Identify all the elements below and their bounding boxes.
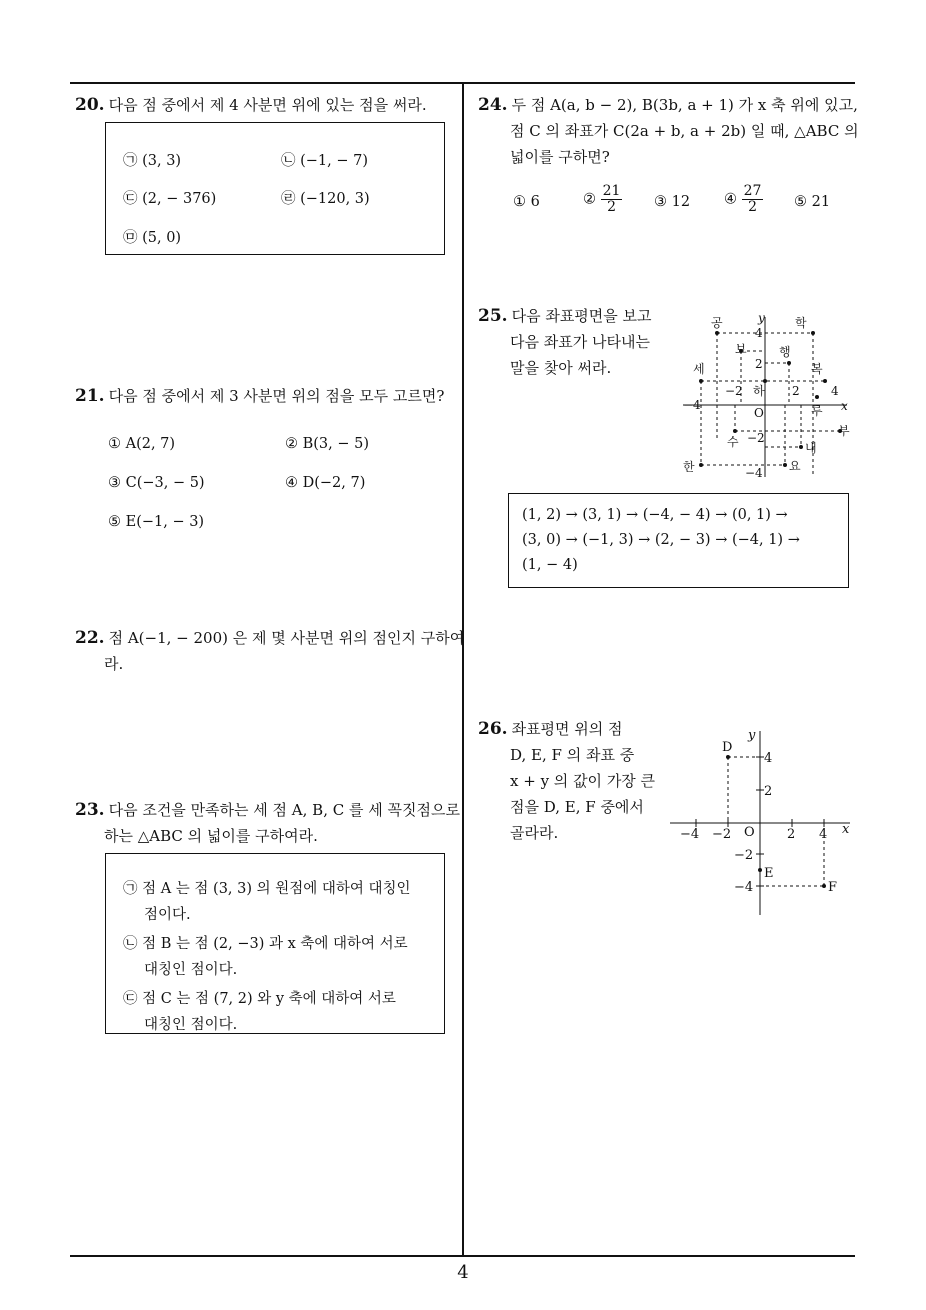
option: ㉤ (5, 0) bbox=[123, 230, 182, 246]
numerator: 21 bbox=[602, 183, 621, 199]
choice-value: 6 bbox=[530, 194, 540, 210]
numerator: 27 bbox=[743, 183, 762, 199]
option: ② B(3, − 5) bbox=[285, 436, 370, 452]
q23-conditions-box bbox=[105, 853, 445, 1034]
tick-label: −4 bbox=[734, 880, 754, 895]
option: ㉠ (3, 3) bbox=[123, 153, 182, 169]
column-divider bbox=[462, 82, 464, 1257]
tick-label: −2 bbox=[734, 848, 754, 863]
x-axis-label: x bbox=[842, 822, 850, 837]
tick-label: 2 bbox=[792, 384, 800, 398]
question-number: 20. bbox=[75, 95, 105, 115]
question-21 bbox=[75, 383, 444, 409]
point-label: 내 bbox=[805, 441, 817, 455]
question-number: 21. bbox=[75, 386, 105, 406]
point-label: 공 bbox=[711, 316, 723, 330]
question-text-continued: 말을 찾아 써라. bbox=[510, 359, 612, 377]
tick-label: 4 bbox=[764, 751, 773, 766]
bottom-rule bbox=[70, 1255, 855, 1257]
question-25 bbox=[478, 303, 652, 329]
choice-value: 12 bbox=[671, 194, 691, 210]
point-label: F bbox=[828, 880, 838, 895]
question-24 bbox=[478, 92, 858, 118]
point-label: 복 bbox=[811, 362, 823, 376]
question-23 bbox=[75, 797, 460, 823]
choice-mark: ④ bbox=[724, 191, 737, 208]
point-label: 행 bbox=[779, 345, 791, 359]
question-text: 다음 조건을 만족하는 세 점 A, B, C 를 세 꼭짓점으로 bbox=[108, 801, 460, 819]
question-number: 24. bbox=[478, 95, 508, 115]
point-label: 세 bbox=[693, 362, 705, 376]
question-number: 23. bbox=[75, 800, 105, 820]
choice-mark: ⑤ bbox=[794, 194, 807, 210]
option: ③ C(−3, − 5) bbox=[108, 475, 205, 491]
denominator: 2 bbox=[607, 199, 616, 215]
condition: ㉠ 점 A 는 점 (3, 3) 의 원점에 대하여 대칭인 bbox=[123, 881, 411, 897]
question-26 bbox=[478, 716, 623, 742]
tick-label: 2 bbox=[787, 827, 796, 842]
question-text: 점 A(−1, − 200) 은 제 몇 사분면 위의 점인지 구하여 bbox=[108, 629, 465, 647]
tick-label: 2 bbox=[755, 357, 763, 371]
choice-mark: ③ bbox=[654, 194, 667, 210]
question-text: 다음 좌표평면을 보고 bbox=[511, 307, 652, 325]
tick-label: −4 bbox=[683, 398, 701, 412]
choice-1 bbox=[513, 194, 540, 210]
guide-lines bbox=[728, 757, 824, 886]
question-text-continued: 점을 D, E, F 중에서 bbox=[510, 798, 644, 816]
point-label: 요 bbox=[789, 459, 801, 473]
fraction bbox=[742, 184, 764, 215]
plotted-points bbox=[726, 755, 826, 888]
question-text-continued: x + y 의 값이 가장 큰 bbox=[510, 772, 656, 790]
y-axis-label: y bbox=[758, 311, 765, 325]
question-text-continued: 다음 좌표가 나타내는 bbox=[510, 333, 650, 351]
origin-label: O bbox=[754, 406, 764, 420]
sequence-line: (1, − 4) bbox=[522, 557, 578, 573]
option: ㉡ (−1, − 7) bbox=[281, 153, 368, 169]
tick-label: 4 bbox=[831, 384, 839, 398]
question-20 bbox=[75, 92, 427, 118]
x-axis-label: x bbox=[841, 399, 848, 413]
question-text: 다음 점 중에서 제 3 사분면 위의 점을 모두 고르면? bbox=[108, 387, 445, 405]
choice-mark: ① bbox=[513, 194, 526, 210]
point-label: E bbox=[764, 866, 774, 881]
denominator: 2 bbox=[748, 199, 757, 215]
point-label: 수 bbox=[727, 435, 739, 449]
tick-label: −4 bbox=[745, 466, 763, 480]
point-label: 하 bbox=[753, 384, 765, 398]
page-number: 4 bbox=[457, 1262, 469, 1283]
option: ⑤ E(−1, − 3) bbox=[108, 514, 205, 530]
choice-mark: ② bbox=[583, 191, 596, 208]
fraction bbox=[601, 184, 623, 215]
tick-label: −2 bbox=[712, 827, 732, 842]
point-label: 보 bbox=[735, 342, 747, 356]
option: ㉣ (−120, 3) bbox=[281, 191, 370, 207]
choice-2 bbox=[583, 184, 622, 215]
question-text: 좌표평면 위의 점 bbox=[511, 720, 623, 738]
question-text: 두 점 A(a, b − 2), B(3b, a + 1) 가 x 축 위에 있고, bbox=[511, 96, 858, 114]
plotted-points bbox=[699, 331, 842, 467]
question-22 bbox=[75, 625, 464, 651]
point-label: 부 bbox=[838, 424, 850, 438]
question-text-continued: D, E, F 의 좌표 중 bbox=[510, 746, 635, 764]
option: ① A(2, 7) bbox=[108, 436, 176, 452]
tick-label: 4 bbox=[755, 326, 763, 340]
question-text-continued: 골라라. bbox=[510, 824, 559, 842]
choice-5 bbox=[794, 194, 830, 210]
origin-label: O bbox=[744, 825, 755, 840]
choice-4 bbox=[724, 184, 763, 215]
condition-continued: 대칭인 점이다. bbox=[144, 1017, 238, 1033]
question-text-continued: 점 C 의 좌표가 C(2a + b, a + 2b) 일 때, △ABC 의 bbox=[510, 122, 859, 140]
q20-options-box bbox=[105, 122, 445, 255]
question-number: 26. bbox=[478, 719, 508, 739]
point-label: 학 bbox=[795, 316, 807, 330]
choice-3 bbox=[654, 194, 690, 210]
tick-label: −2 bbox=[725, 384, 743, 398]
condition: ㉡ 점 B 는 점 (2, −3) 과 x 축에 대하여 서로 bbox=[123, 936, 408, 952]
sequence-line: (1, 2) → (3, 1) → (−4, − 4) → (0, 1) → bbox=[522, 507, 788, 523]
condition: ㉢ 점 C 는 점 (7, 2) 와 y 축에 대하여 서로 bbox=[123, 991, 396, 1007]
option: ㉢ (2, − 376) bbox=[123, 191, 217, 207]
option: ④ D(−2, 7) bbox=[285, 475, 366, 491]
question-number: 22. bbox=[75, 628, 105, 648]
condition-continued: 대칭인 점이다. bbox=[144, 962, 238, 978]
q25-sequence-box bbox=[508, 493, 849, 588]
sequence-line: (3, 0) → (−1, 3) → (2, − 3) → (−4, 1) → bbox=[522, 532, 800, 548]
condition-continued: 점이다. bbox=[144, 907, 191, 923]
tick-label: −4 bbox=[680, 827, 700, 842]
choice-value: 21 bbox=[811, 194, 831, 210]
q26-coordinate-plane bbox=[666, 725, 856, 920]
point-label: 한 bbox=[683, 460, 695, 474]
q25-coordinate-plane bbox=[675, 305, 855, 485]
tick-label: 4 bbox=[819, 827, 828, 842]
question-number: 25. bbox=[478, 306, 508, 326]
question-text: 다음 점 중에서 제 4 사분면 위에 있는 점을 써라. bbox=[108, 96, 427, 114]
question-text-continued: 넓이를 구하면? bbox=[510, 148, 610, 166]
question-text-continued: 라. bbox=[104, 655, 124, 673]
tick-label: −2 bbox=[747, 431, 765, 445]
question-text-continued: 하는 △ABC 의 넓이를 구하여라. bbox=[104, 827, 318, 845]
point-label: D bbox=[722, 740, 733, 755]
point-label: 루 bbox=[811, 404, 823, 418]
y-axis-label: y bbox=[748, 728, 756, 743]
tick-label: 2 bbox=[764, 784, 773, 799]
